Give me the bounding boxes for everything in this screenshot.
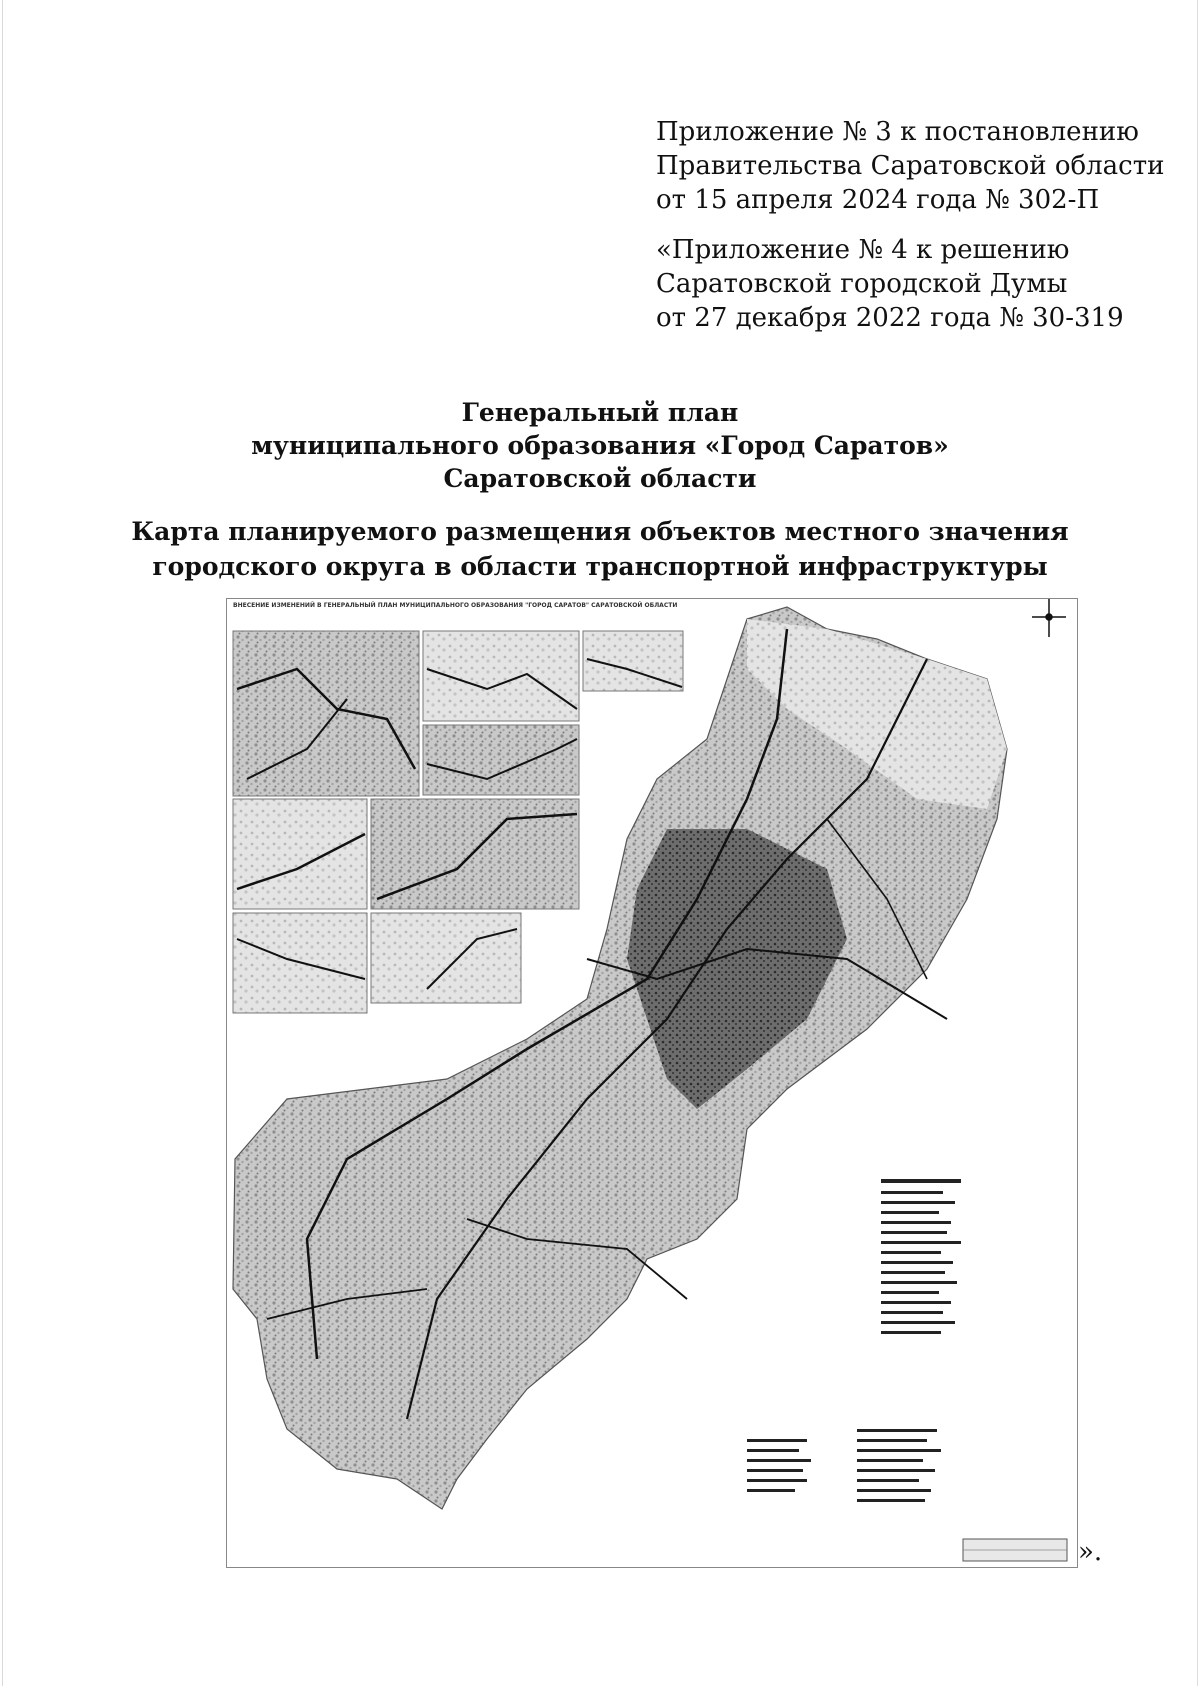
north-arrow-icon	[1032, 599, 1066, 637]
map-header: ВНЕСЕНИЕ ИЗМЕНЕНИЙ В ГЕНЕРАЛЬНЫЙ ПЛАН МУНИЦИПАЛЬНОГО ОБРАЗОВАНИЯ "ГОРОД САРАТОВ" САРАТОВСКОЙ ОБЛАСТИ	[233, 602, 678, 609]
previous-annex-line-2: Саратовской городской Думы	[656, 269, 1068, 299]
title-block-stamp	[963, 1539, 1067, 1561]
plan-title-line-2: муниципального образования «Город Саратов»	[251, 431, 949, 460]
previous-annex-line-1: «Приложение № 4 к решению	[656, 235, 1070, 265]
plan-title-line-1: Генеральный план	[461, 398, 739, 427]
transport-infrastructure-map	[226, 598, 1078, 1568]
inset-map-1	[233, 631, 419, 796]
scan-edge-left	[2, 0, 3, 1686]
inset-map-5	[233, 799, 367, 909]
inset-map-4	[423, 725, 579, 795]
map-graphic	[227, 599, 1077, 1567]
previous-annex-reference	[656, 233, 1124, 335]
map-title	[0, 514, 1200, 584]
map-legend	[747, 1179, 961, 1502]
map-title-line-2: городского округа в области транспортной инфраструктуры	[152, 552, 1048, 581]
annex-reference	[656, 115, 1164, 217]
plan-title-line-3: Саратовской области	[443, 464, 757, 493]
plan-title	[0, 396, 1200, 495]
scan-edge-right	[1197, 0, 1198, 1686]
inset-map-8	[371, 913, 521, 1003]
closing-quote-mark: ».	[1078, 1537, 1103, 1567]
previous-annex-line-3: от 27 декабря 2022 года № 30-319	[656, 303, 1124, 333]
annex-line-2: Правительства Саратовской области	[656, 151, 1165, 181]
inset-map-2	[423, 631, 579, 721]
map-title-line-1: Карта планируемого размещения объектов местного значения	[131, 517, 1069, 546]
annex-line-1: Приложение № 3 к постановлению	[656, 117, 1139, 147]
inset-map-6	[371, 799, 579, 909]
annex-line-3: от 15 апреля 2024 года № 302-П	[656, 185, 1100, 215]
inset-map-7	[233, 913, 367, 1013]
inset-map-3	[583, 631, 683, 691]
